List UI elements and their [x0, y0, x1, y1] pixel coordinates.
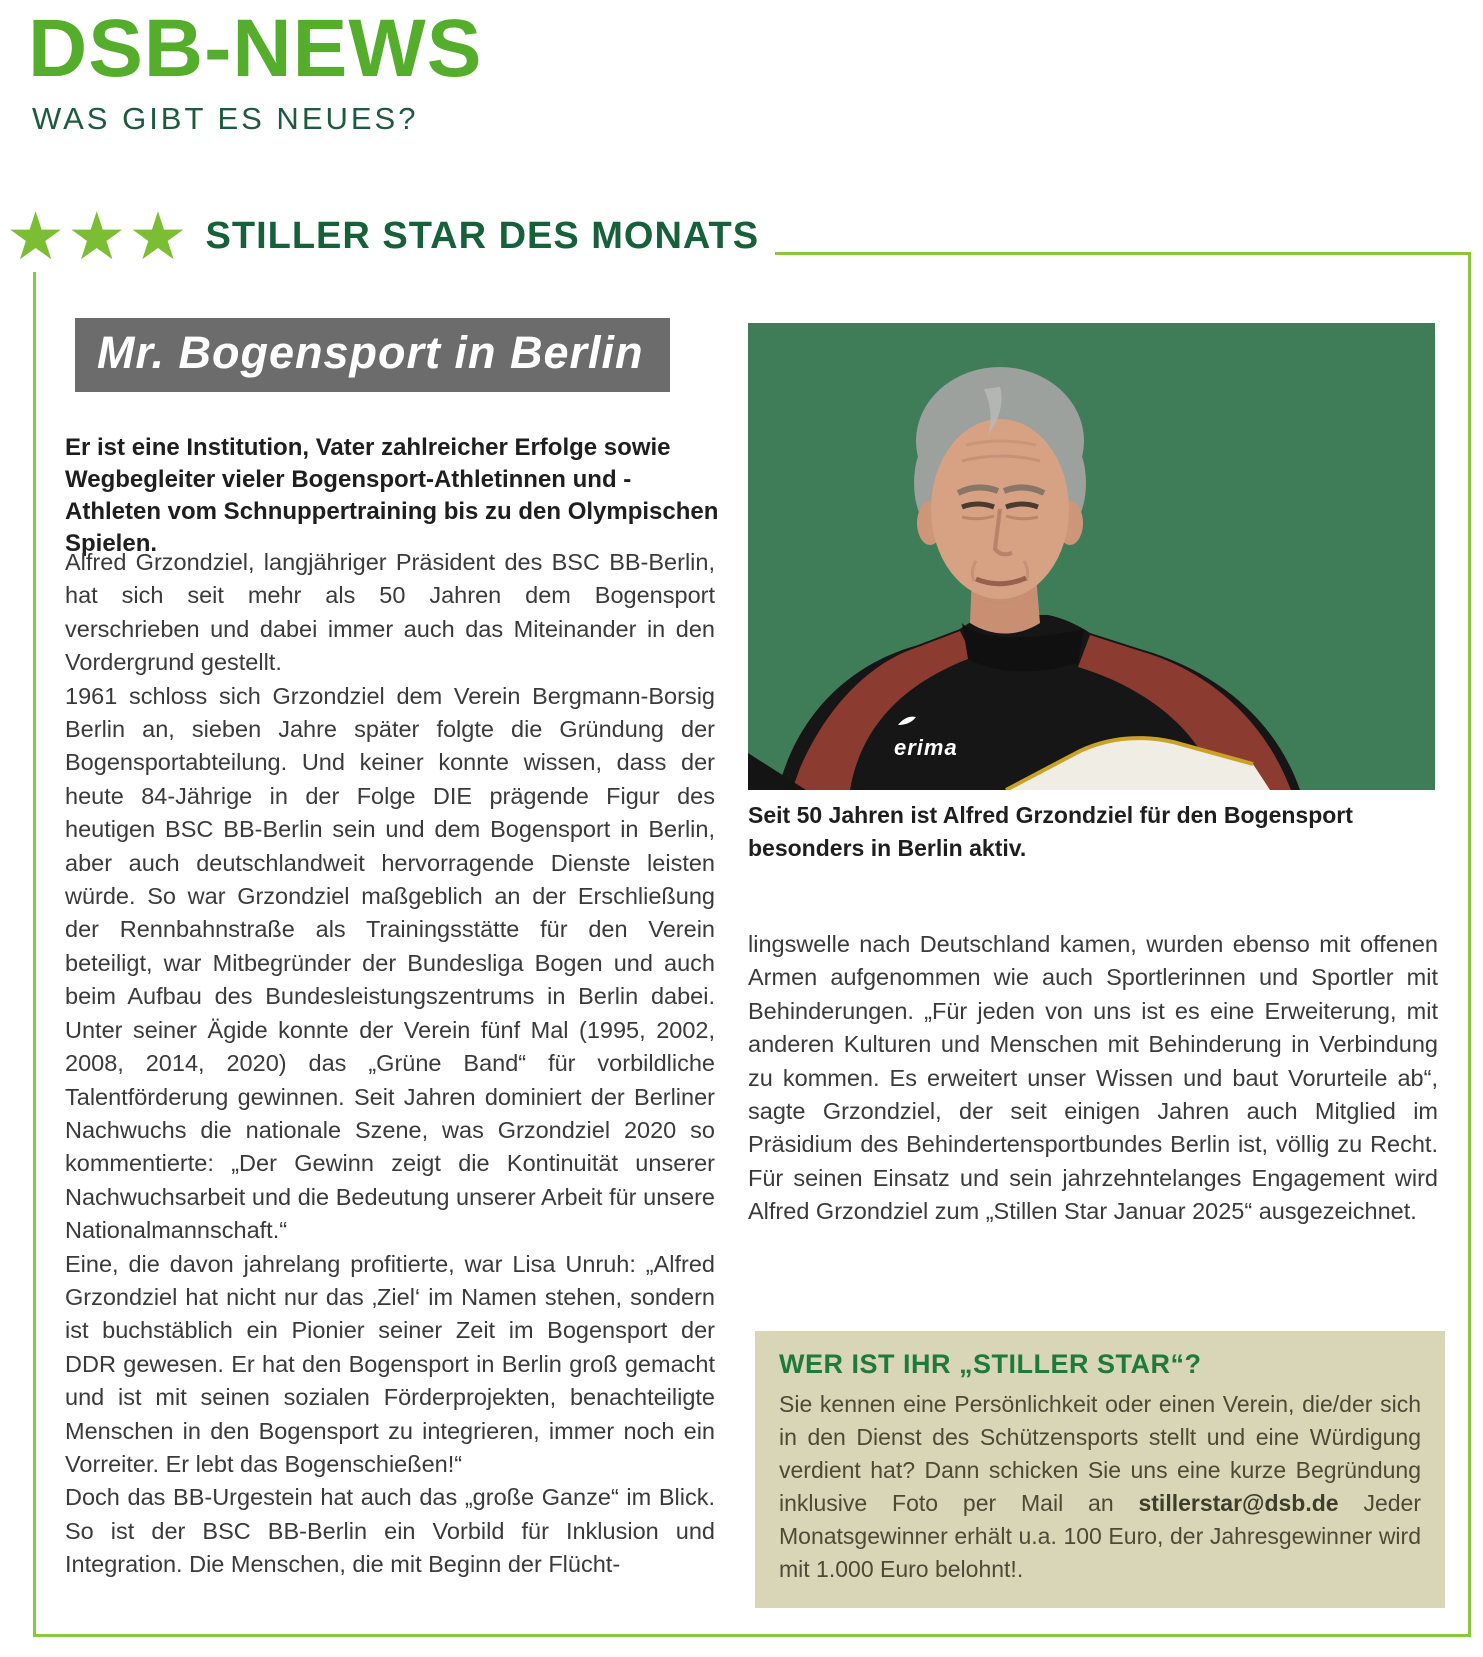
- body-paragraph: Eine, die davon jahrelang profitierte, war Lisa Unruh: „Alfred Grzondziel hat nicht nur das ‚Ziel‘ im Namen stehen, sondern ist buchstäblich ein Pionier seiner Zeit im Bogensport der DDR gewesen. Er hat den Bogensport in Berlin groß gemacht und ist mit seinen sozialen Förderprojekten, benachteiligte Menschen in den Bogensport zu integrieren, immer noch ein Vorreiter. Er lebt das Bogenschießen!“: [65, 1250, 715, 1477]
- info-box-title: WER IST IHR „STILLER STAR“?: [779, 1349, 1202, 1379]
- body-paragraph: Doch das BB-Urgestein hat auch das „große Ganze“ im Blick. So ist der BSC BB-Berlin ein Vorbild für Inklusion und Integration. Die Menschen, die mit Beginn der Flücht-: [65, 1484, 715, 1578]
- article-right-column: [748, 928, 1438, 1229]
- photo-caption: Seit 50 Jahren ist Alfred Grzondziel für den Bogensport besonders in Berlin aktiv.: [748, 802, 1353, 861]
- article-lead: Er ist eine Institution, Vater zahlreicher Erfolge sowie Wegbegleiter vieler Bogensport-Athletinnen und -Athleten vom Schnuppertraining bis zu den Olympischen Spielen.: [65, 434, 719, 557]
- portrait-photo: [748, 323, 1435, 790]
- jersey-brand-text: erima: [894, 735, 958, 760]
- section-header: [6, 200, 775, 272]
- info-box-text: [779, 1388, 1421, 1586]
- masthead-subtitle: WAS GIBT ES NEUES?: [32, 101, 419, 136]
- masthead-title: DSB-NEWS: [28, 3, 483, 94]
- body-paragraph: 1961 schloss sich Grzondziel dem Verein Bergmann-Borsig Berlin an, sieben Jahre später folgte die Gründung der Bogensportabteilung. Und keiner konnte wissen, dass der heute 84-Jährige in der Folge DIE prägende Figur des heutigen BSC BB-Berlin sein und dem Bogensport in Berlin, aber auch deutschlandweit hervorragende Dienste leisten würde. So war Grzondziel maßgeblich an der Erschließung der Rennbahnstraße als Trainingsstätte für den Verein beteiligt, war Mitbegründer der Bundesliga Bogen und auch beim Aufbau des Bundesleistungszentrums in Berlin dabei. Unter seiner Ägide konnte der Verein fünf Mal (1995, 2002, 2008, 2014, 2020) das „Grüne Band“ für vorbildliche Talentförderung gewinnen. Seit Jahren dominiert der Berliner Nachwuchs die nationale Szene, was Grzondziel 2020 so kommentierte: „Der Gewinn zeigt die Kontinuität unserer Nachwuchsarbeit und die Bedeutung unserer Arbeit für unsere Nationalmannschaft.“: [65, 682, 715, 1244]
- body-paragraph: Alfred Grzondziel, langjähriger Präsident des BSC BB-Berlin, hat sich seit mehr als 50 Jahren dem Bogensport verschrieben und dabei immer auch das Miteinander in den Vordergrund gestellt.: [65, 549, 715, 676]
- section-title: STILLER STAR DES MONATS: [205, 214, 760, 257]
- star-icon: ★: [6, 199, 66, 273]
- star-rating: [6, 199, 190, 273]
- article-headline: Mr. Bogensport in Berlin: [75, 318, 670, 392]
- info-box-text-before-email: Sie kennen eine Persönlichkeit oder einen Verein, die/der sich in den Dienst des Schützensports stellt und eine Würdigung verdient hat? Dann schicken Sie uns eine kurze Begründung inklusive Foto per Mail an: [779, 1391, 1421, 1516]
- body-paragraph: lingswelle nach Deutschland kamen, wurden ebenso mit offenen Armen aufgenommen wie auch Sportlerinnen und Sportler mit Behinderungen. „Für jeden von uns ist es eine Erweiterung, mit anderen Kulturen und Menschen mit Behinderung in Verbindung zu kommen. Es erweitert unser Wissen und baut Vorurteile ab“, sagte Grzondziel, der seit einigen Jahren auch Mitglied im Präsidium des Behindertensportbundes Berlin ist, völlig zu Recht. Für seinen Einsatz und sein jahrzehntelanges Engagement wird Alfred Grzondziel zum „Stillen Star Januar 2025“ ausgezeichnet.: [748, 931, 1438, 1225]
- info-box: [755, 1331, 1445, 1608]
- star-icon: ★: [128, 199, 188, 273]
- star-icon: ★: [67, 199, 127, 273]
- article-left-column: [65, 546, 715, 1582]
- info-box-text-after-email: Jeder Monatsgewinner erhält u.a. 100 Euro, der Jahresgewinner wird mit 1.000 Euro belohnt!.: [779, 1490, 1421, 1582]
- email-address: stillerstar@dsb.de: [1138, 1490, 1339, 1516]
